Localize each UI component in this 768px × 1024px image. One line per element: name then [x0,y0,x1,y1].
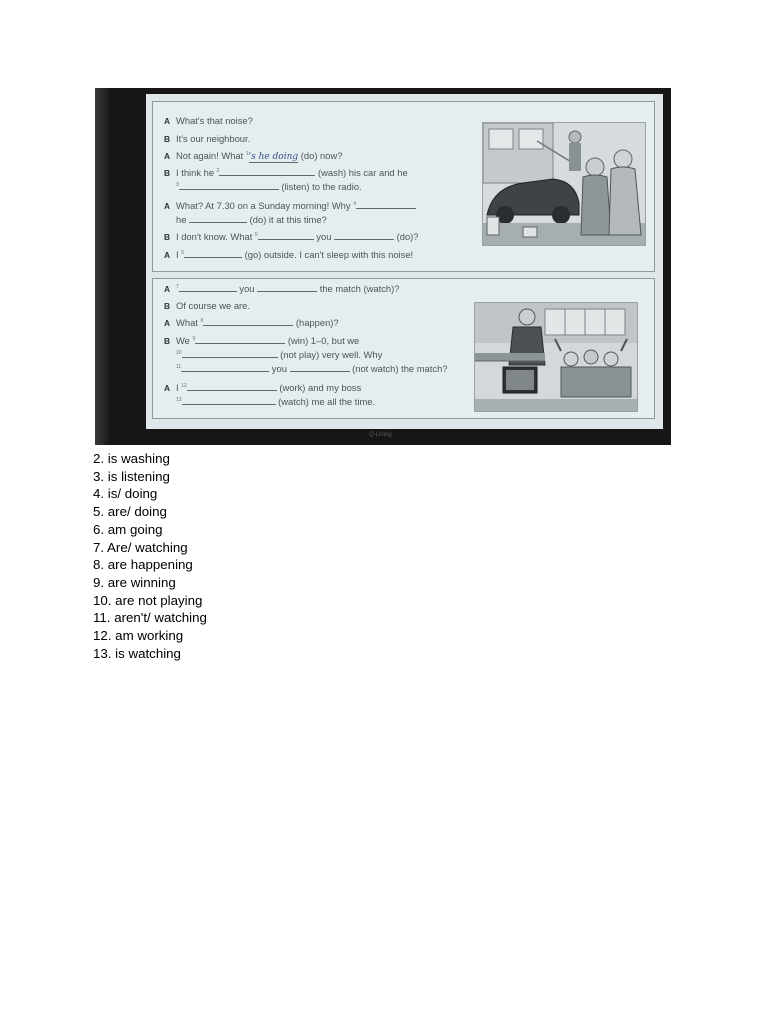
answer-item: 12. am working [93,628,184,644]
answer-item: 5. are/ doing [93,504,167,520]
dialogue-line: B It's our neighbour. [164,133,251,144]
answer-blank [189,214,247,223]
dialogue-line: $^{13}$ (watch) me all the time. [176,396,376,407]
dialogue-line: A What's that noise? [164,115,253,126]
answer-blank [182,396,276,405]
answer-item: 11. aren't/ watching [93,610,207,626]
exercise-photo [95,88,671,445]
dialogue-line: $^3$ (listen) to the radio. [176,181,362,192]
answer-blank [195,335,285,344]
answer-item: 3. is listening [93,468,170,484]
dialogue-line: A I $^6$ (go) outside. I can't sleep with this noise! [164,249,414,260]
answer-item: 10. are not playing [93,592,203,608]
monitor-screen [146,94,663,429]
dialogue-line: A Not again! What $^1$'s he doing (do) now? [164,150,343,162]
answer-blank [187,382,277,391]
answer-item: 2. is washing [93,451,170,466]
answer-blank [290,363,350,372]
dialogue-line: he (do) it at this time? [176,214,327,225]
dialogue-line: A What $^8$ (happen)? [164,317,339,328]
dialogue-line: $^{11}$ you (not watch) the match? [176,363,448,374]
answer-item: 8. are happening [93,557,193,573]
answer-blank [179,181,279,190]
answer-blank [258,231,314,240]
car-washing-drawing [483,123,645,245]
office-football-drawing [475,303,637,411]
dialogue-line: A $^7$ you the match (watch)? [164,283,400,294]
answer-blank [356,200,416,209]
dialogue-line: $^{10}$ (not play) very well. Why [176,349,383,360]
answer-item: 6. am going [93,521,163,537]
monitor-bezel [95,88,109,445]
answer-item: 9. are winning [93,574,176,590]
answer-blank [184,249,242,258]
handwritten-answer: 's he doing [248,152,299,162]
car-washing-illustration [482,122,646,246]
answer-blank [257,283,317,292]
dialogue-line: B I don't know. What $^5$ you (do)? [164,231,419,242]
answer-blank [181,363,269,372]
dialogue-line: A I $^{12}$ (work) and my boss [164,382,362,393]
monitor-logo: Q-Lining [369,432,392,438]
answer-blank [182,349,278,358]
answer-item: 4. is/ doing [93,486,158,502]
answer-blank [219,167,315,176]
dialogue-line: B I think he $^2$ (wash) his car and he [164,167,408,178]
dialogue-line: B Of course we are. [164,300,250,311]
dialogue-line: A What? At 7.30 on a Sunday morning! Why $^4$ [164,200,416,211]
answer-item: 7. Are/ watching [93,539,188,555]
answer-item: 13. is watching [93,645,181,661]
answer-blank [179,283,237,292]
office-football-illustration [474,302,638,412]
answer-key-list [93,450,207,662]
dialogue-line: B We $^9$ (win) 1–0, but we [164,335,360,346]
answer-blank [334,231,394,240]
answer-blank [203,317,293,326]
